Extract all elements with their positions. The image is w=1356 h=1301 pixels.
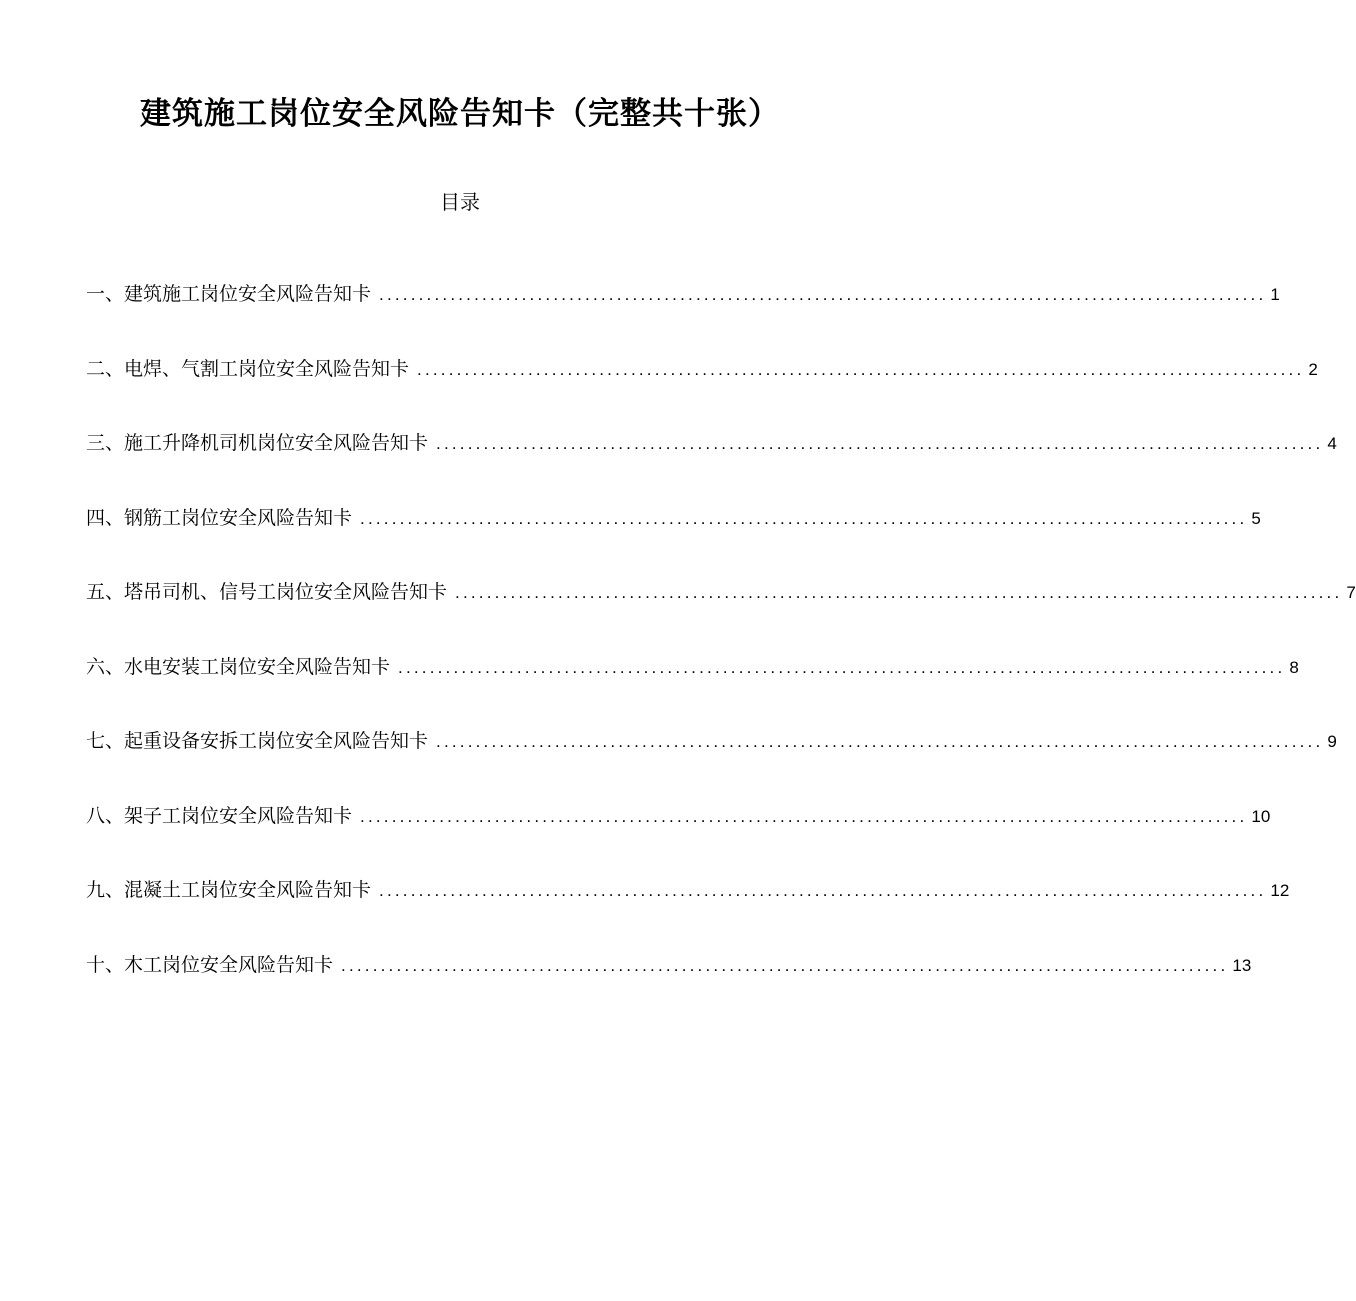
- toc-page-number: 4: [1327, 434, 1337, 453]
- document-title: 建筑施工岗位安全风险告知卡（完整共十张）: [140, 96, 780, 132]
- toc-entry[interactable]: [86, 504, 1261, 579]
- toc-page-number: 12: [1270, 881, 1290, 900]
- toc-entry[interactable]: [86, 429, 1337, 504]
- toc-entry-label: 八、架子工岗位安全风险告知卡: [86, 804, 353, 827]
- toc-entry[interactable]: [86, 876, 1290, 951]
- toc-entry-label: 七、起重设备安拆工岗位安全风险告知卡: [86, 730, 429, 752]
- toc-entry-label: 二、电焊、气割工岗位安全风险告知卡: [86, 357, 410, 380]
- table-of-contents: [86, 280, 1356, 1025]
- toc-page-number: 5: [1251, 508, 1261, 528]
- toc-entry-label: 一、建筑施工岗位安全风险告知卡: [86, 283, 372, 305]
- toc-leader-dots: ................................................................................................................: [398, 657, 1286, 677]
- toc-entry-label: 三、施工升降机司机岗位安全风险告知卡: [86, 432, 429, 454]
- toc-entry-label: 五、塔吊司机、信号工岗位安全风险告知卡: [86, 581, 448, 603]
- toc-leader-dots: ................................................................................................................: [436, 434, 1324, 453]
- toc-entry[interactable]: [86, 727, 1337, 802]
- toc-leader-dots: ................................................................................................................: [341, 955, 1229, 975]
- toc-entry-label: 九、混凝土工岗位安全风险告知卡: [86, 879, 372, 901]
- toc-page-number: 9: [1327, 732, 1337, 751]
- toc-page-number: 13: [1232, 955, 1252, 975]
- toc-page-number: 2: [1308, 359, 1318, 379]
- toc-page-number: 10: [1251, 806, 1271, 826]
- toc-leader-dots: ................................................................................................................: [379, 285, 1267, 304]
- toc-entry[interactable]: [86, 355, 1318, 430]
- toc-heading: 目录: [440, 190, 480, 214]
- toc-leader-dots: ................................................................................................................: [360, 508, 1248, 528]
- toc-leader-dots: ................................................................................................................: [436, 732, 1324, 751]
- toc-page-number: 1: [1270, 285, 1280, 304]
- toc-entry-label: 十、木工岗位安全风险告知卡: [86, 953, 334, 976]
- toc-leader-dots: ................................................................................................................: [417, 359, 1305, 379]
- toc-leader-dots: ................................................................................................................: [360, 806, 1248, 826]
- toc-entry[interactable]: [86, 802, 1271, 877]
- toc-page-number: 7: [1346, 583, 1356, 602]
- toc-leader-dots: ................................................................................................................: [379, 881, 1267, 900]
- toc-entry[interactable]: [86, 653, 1299, 728]
- toc-entry-label: 六、水电安装工岗位安全风险告知卡: [86, 655, 391, 678]
- toc-entry[interactable]: [86, 280, 1280, 355]
- toc-entry[interactable]: [86, 951, 1252, 1026]
- toc-entry[interactable]: [86, 578, 1356, 653]
- toc-entry-label: 四、钢筋工岗位安全风险告知卡: [86, 506, 353, 529]
- toc-page-number: 8: [1289, 657, 1299, 677]
- toc-leader-dots: ................................................................................................................: [455, 583, 1343, 602]
